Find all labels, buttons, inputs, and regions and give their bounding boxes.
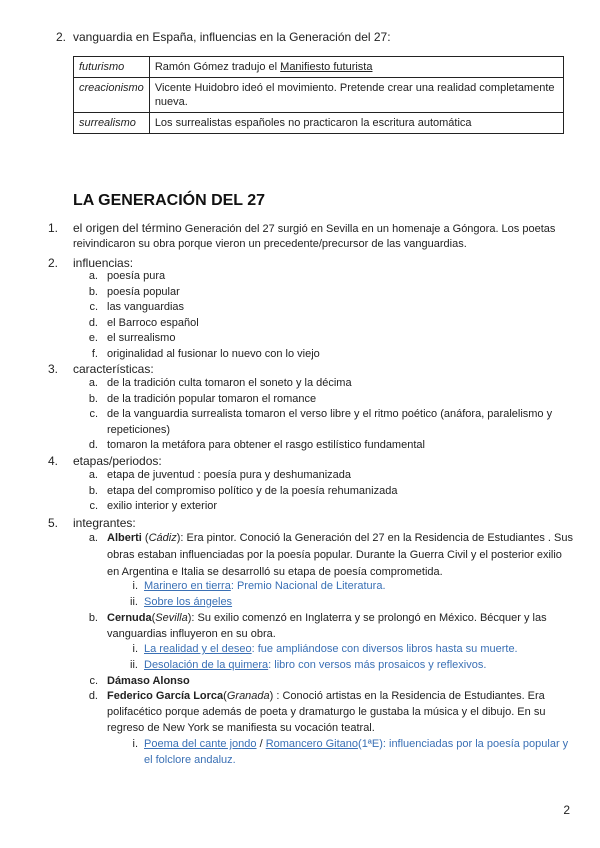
list-marker: a. bbox=[88, 469, 98, 481]
cernuda-work-2 bbox=[144, 659, 486, 671]
list-item: de la tradición popular tomaron el romance bbox=[107, 392, 317, 405]
cernuda-text: ): Su exilio comenzó en Inglaterra y se prolongó en México. Bécquer y las bbox=[187, 612, 547, 624]
list-marker: b. bbox=[88, 285, 98, 298]
realidad-deseo-link[interactable]: La realidad y el deseo bbox=[144, 643, 252, 655]
list-item: poesía pura bbox=[107, 270, 166, 282]
list-marker: a. bbox=[88, 377, 98, 389]
lorca-work-line-1 bbox=[144, 738, 568, 750]
influencias-title: influencias: bbox=[73, 256, 134, 270]
list-item: etapa de juventud : poesía pura y deshumanizada bbox=[107, 469, 352, 481]
integrantes-title: integrantes: bbox=[73, 516, 136, 530]
list-marker: 2. bbox=[55, 30, 66, 44]
list-marker: c. bbox=[89, 675, 98, 687]
list-item: originalidad al fusionar lo nuevo con lo viejo bbox=[107, 347, 320, 360]
list-item: el Barroco español bbox=[107, 316, 199, 329]
cante-jondo-link[interactable]: Poema del cante jondo bbox=[144, 738, 257, 750]
list-marker: c. bbox=[89, 500, 98, 512]
list-marker: b. bbox=[88, 392, 98, 405]
table-row bbox=[74, 113, 564, 134]
list-marker: 4. bbox=[47, 454, 58, 468]
alberti-line-3: en Argentina e Italia se desarrolló su etapa de poesía comprometida. bbox=[107, 566, 443, 578]
work-separator: / bbox=[256, 738, 266, 750]
marinero-link[interactable]: Marinero en tierra bbox=[144, 580, 231, 592]
list-marker: 1. bbox=[47, 221, 58, 235]
list-marker: d. bbox=[88, 690, 98, 702]
desc-text: Ramón Gómez tradujo el bbox=[154, 61, 281, 73]
list-marker: f. bbox=[91, 347, 98, 360]
work-desc: : Premio Nacional de Literatura. bbox=[230, 580, 386, 592]
list-marker: i. bbox=[132, 738, 138, 750]
lorca-line-1: Federico García Lorca(Granada) : Conoció artistas en la Residencia de Estudiantes. Era bbox=[107, 690, 545, 702]
damaso-line bbox=[107, 675, 190, 687]
list-marker: a. bbox=[88, 270, 98, 282]
list-item: el surrealismo bbox=[107, 332, 176, 344]
manifiesto-link[interactable]: Manifiesto futurista bbox=[280, 61, 373, 73]
table-row bbox=[74, 57, 564, 78]
table-row bbox=[74, 78, 564, 113]
lorca-line-3: regreso de New York se manifiesta su vocación teatral. bbox=[107, 722, 375, 734]
list-marker: c. bbox=[89, 408, 98, 420]
origen-lead: el origen del término bbox=[73, 221, 182, 235]
list-marker: ii. bbox=[130, 659, 138, 671]
alberti-work-1 bbox=[144, 580, 386, 592]
list-item: etapa del compromiso político y de la poesía rehumanizada bbox=[107, 484, 398, 497]
lorca-name: Federico García Lorca bbox=[107, 690, 224, 702]
table-cell-desc: Vicente Huidobro ideó el movimiento. Pretende crear una realidad completamente nueva. bbox=[149, 78, 563, 113]
list-item: repeticiones) bbox=[107, 423, 170, 436]
list-marker: 2. bbox=[47, 256, 58, 270]
list-marker: ii. bbox=[130, 596, 138, 608]
table-cell-desc bbox=[149, 57, 563, 78]
lorca-work-line-2: el folclore andaluz. bbox=[144, 754, 236, 766]
list-item: las vanguardias bbox=[107, 301, 185, 313]
list-marker: i. bbox=[132, 643, 138, 655]
list-marker: c. bbox=[89, 301, 98, 313]
damaso-name: Dámaso Alonso bbox=[107, 675, 190, 687]
lorca-place: Granada bbox=[226, 690, 270, 702]
list-marker: d. bbox=[88, 439, 98, 451]
list-marker: e. bbox=[88, 332, 98, 344]
list-marker: b. bbox=[88, 484, 98, 497]
list-marker: i. bbox=[132, 580, 138, 592]
etapas-title: etapas/periodos: bbox=[73, 454, 162, 468]
list-marker: d. bbox=[88, 316, 98, 329]
list-item: poesía popular bbox=[107, 285, 180, 298]
list-marker: 5. bbox=[47, 516, 58, 530]
work-desc: (1ªE): influenciadas por la poesía popular y bbox=[358, 738, 569, 750]
work-desc: : fue ampliándose con diversos libros hasta su muerte. bbox=[251, 643, 518, 655]
cernuda-name: Cernuda bbox=[107, 612, 152, 624]
cernuda-work-1 bbox=[144, 643, 518, 655]
table-cell-term: futurismo bbox=[74, 57, 150, 78]
origen-line-1 bbox=[73, 221, 555, 235]
list-marker: b. bbox=[88, 612, 98, 624]
list-item: tomaron la metáfora para obtener el rasgo estilístico fundamental bbox=[107, 439, 425, 451]
list-item: de la vanguardia surrealista tomaron el verso libre y el ritmo poético (anáfora, paralelismo y bbox=[107, 408, 553, 420]
table-cell-term: surrealismo bbox=[74, 113, 150, 134]
lorca-text: ) : Conoció artistas en la Residencia de Estudiantes. Era bbox=[269, 690, 545, 702]
vanguardias-table bbox=[73, 56, 564, 134]
table-cell-term: creacionismo bbox=[74, 78, 150, 113]
list-item: exilio interior y exterior bbox=[107, 500, 218, 512]
list-marker: 3. bbox=[47, 362, 58, 376]
table-cell-desc: Los surrealistas españoles no practicaron la escritura automática bbox=[149, 113, 563, 134]
origen-line-2: reivindicaron su obra porque vieron un precedente/precursor de las vanguardias. bbox=[73, 238, 467, 250]
alberti-place: Cádiz bbox=[148, 532, 177, 544]
romancero-link[interactable]: Romancero Gitano bbox=[265, 738, 359, 750]
lorca-line-2: polifacético porque además de poeta y dramaturgo le gustaba la música y el dibujo. En su bbox=[107, 706, 546, 718]
cernuda-line-1: Cernuda(Sevilla): Su exilio comenzó en Inglaterra y se prolongó en México. Bécquer y las bbox=[107, 612, 547, 624]
caracteristicas-title: características: bbox=[73, 362, 154, 376]
alberti-work-2 bbox=[144, 596, 232, 608]
vanguardia-heading: vanguardia en España, influencias en la Generación del 27: bbox=[73, 30, 391, 44]
alberti-line-1: Alberti (Cádiz): Era pintor. Conoció la Generación del 27 en la Residencia de Estudiantes . Sus bbox=[107, 532, 573, 544]
sobre-angeles-link[interactable]: Sobre los ángeles bbox=[144, 596, 233, 608]
origen-rest: Generación del 27 surgió en Sevilla en un homenaje a Góngora. Los poetas bbox=[181, 223, 556, 235]
page-number: 2 bbox=[563, 803, 570, 817]
alberti-line-2: obras estaban influenciadas por la poesía popular. Durante la Guerra Civil y el posterior exilio bbox=[107, 549, 562, 561]
work-desc: : libro con versos más prosaicos y reflexivos. bbox=[268, 659, 487, 671]
cernuda-line-2: vanguardias influyeron en su obra. bbox=[107, 628, 276, 640]
section-title: LA GENERACIÓN DEL 27 bbox=[73, 192, 266, 209]
alberti-text: ): Era pintor. Conoció la Generación del 27 en la Residencia de Estudiantes . Sus bbox=[176, 532, 573, 544]
cernuda-place: Sevilla bbox=[155, 612, 188, 624]
alberti-name: Alberti bbox=[107, 532, 142, 544]
list-item: de la tradición culta tomaron el soneto y la décima bbox=[107, 377, 352, 389]
desolacion-link[interactable]: Desolación de la quimera bbox=[144, 659, 269, 671]
list-marker: a. bbox=[88, 532, 98, 544]
